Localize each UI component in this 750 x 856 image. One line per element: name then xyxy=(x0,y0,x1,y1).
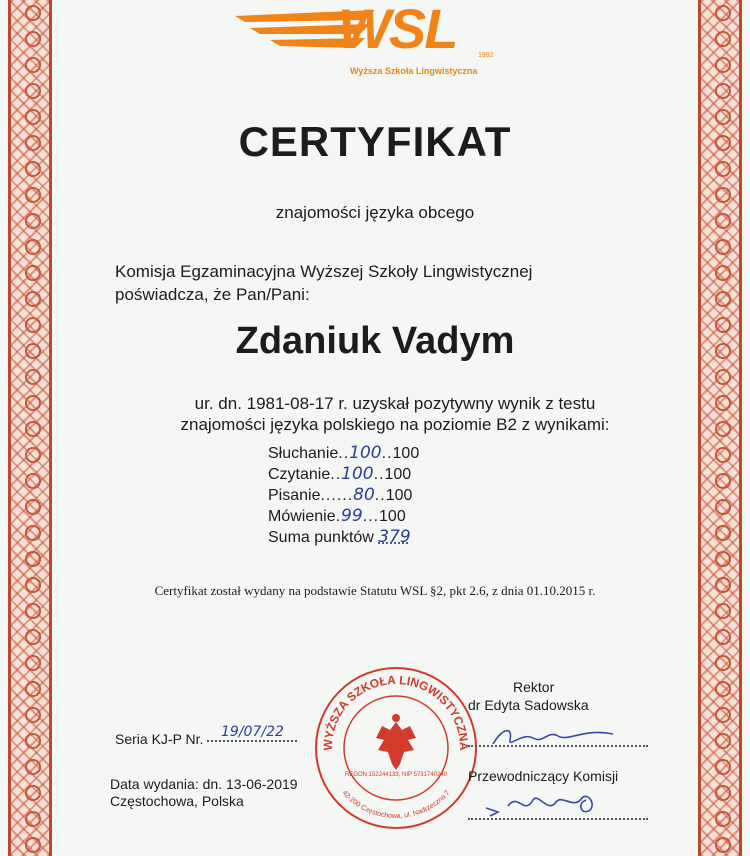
logo-wordmark: WSL xyxy=(338,0,457,60)
intro-text xyxy=(115,260,655,306)
score-label: Pisanie xyxy=(268,487,321,504)
score-max: 100 xyxy=(385,487,413,504)
legal-basis: Certyfikat został wydany na podstawie Statutu WSL §2, pkt 2.6, z dnia 01.10.2015 r. xyxy=(154,583,596,598)
logo-year: 1992 xyxy=(478,52,494,59)
result-line-2: znajomości języka polskiego na poziomie B2 z wynikami: xyxy=(180,415,610,434)
intro-line-2: poświadcza, że Pan/Pani: xyxy=(115,285,310,304)
university-stamp xyxy=(312,664,480,832)
result-text xyxy=(115,393,675,435)
certificate-title: CERTYFIKAT xyxy=(238,118,512,165)
score-value: 100 xyxy=(341,464,374,484)
rektor-name: dr Edyta Sadowska xyxy=(468,697,589,713)
stamp-ids: REGON 152244133, NIP 5731740240 xyxy=(345,772,447,778)
score-max: 100 xyxy=(384,466,412,483)
score-label: Słuchanie xyxy=(268,445,339,462)
commission-title: Przewodniczący Komisji xyxy=(468,768,619,784)
score-row: Słuchanie..100..100 xyxy=(268,443,420,463)
series-number xyxy=(115,724,297,747)
series-value: 19/07/22 xyxy=(221,724,284,740)
score-row: Czytanie..100..100 xyxy=(268,464,412,484)
issue-date: Data wydania: dn. 13-06-2019 xyxy=(110,776,298,792)
score-list xyxy=(268,443,419,548)
score-value: 99 xyxy=(341,506,363,526)
issue-place: Częstochowa, Polska xyxy=(110,793,244,809)
eagle-emblem-icon xyxy=(376,714,416,770)
certificate-subtitle: znajomości języka obcego xyxy=(275,203,475,222)
commission-signature-line xyxy=(468,818,648,820)
commission-signature xyxy=(478,786,608,820)
score-value: 80 xyxy=(353,485,375,505)
rektor-signature-line xyxy=(468,745,648,747)
holder-name: Zdaniuk Vadym xyxy=(235,320,515,362)
rektor-title: Rektor xyxy=(513,679,555,695)
rektor-signature xyxy=(488,722,618,752)
logo-subtitle: Wyższa Szkoła Lingwistyczna xyxy=(350,66,478,76)
total-row xyxy=(268,527,419,548)
stamp-address: 42-200 Częstochowa, ul. Nadrzeczna 7 xyxy=(340,789,452,821)
result-line-1: ur. dn. 1981-08-17 r. uzyskał pozytywny wynik z testu xyxy=(194,394,596,413)
score-max: 100 xyxy=(392,445,420,462)
intro-line-1: Komisja Egzaminacyjna Wyższej Szkoły Lingwistycznej xyxy=(115,262,533,281)
total-value: 379 xyxy=(378,527,411,547)
score-max: 100 xyxy=(379,508,406,525)
score-row: Mówienie.99...100 xyxy=(268,506,406,526)
score-value: 100 xyxy=(349,443,382,463)
series-label: Seria KJ-P Nr. xyxy=(115,731,204,747)
total-label: Suma punktów xyxy=(268,529,374,546)
score-label: Mówienie xyxy=(268,508,336,525)
score-label: Czytanie xyxy=(268,466,331,483)
score-row: Pisanie......80..100 xyxy=(268,485,413,505)
svg-text:42-200 Częstochowa, ul. Nadrze xyxy=(341,789,452,820)
stamp-ring-text: WYŻSZA SZKOŁA LINGWISTYCZNA xyxy=(320,672,472,751)
